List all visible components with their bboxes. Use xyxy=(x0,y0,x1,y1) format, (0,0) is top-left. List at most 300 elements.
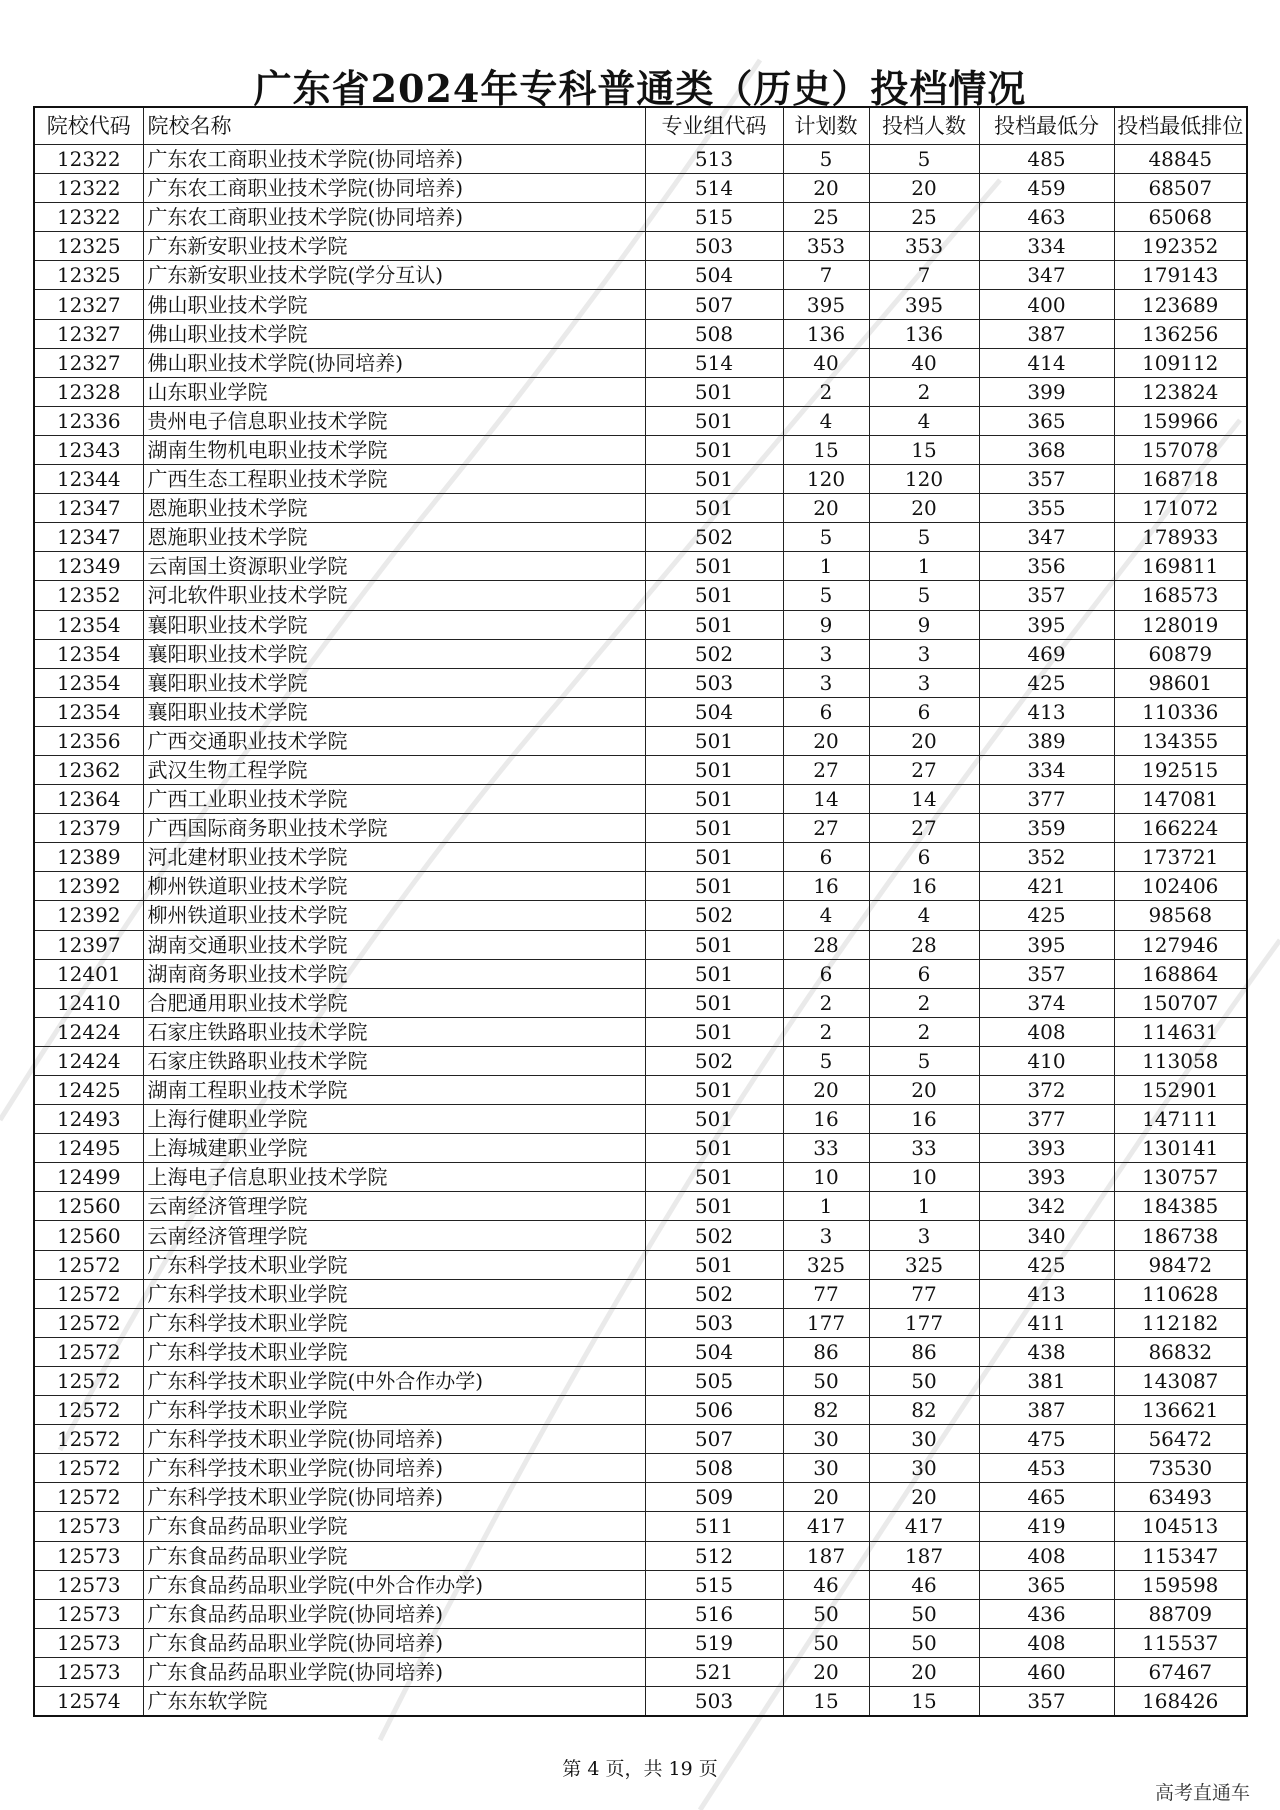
cell-min-rank: 98601 xyxy=(1114,668,1247,697)
cell-school-name: 广东食品药品职业学院(协同培养) xyxy=(143,1599,645,1628)
table-row xyxy=(34,523,1247,552)
table-row xyxy=(34,1221,1247,1250)
cell-admitted-count: 50 xyxy=(869,1366,979,1395)
cell-plan-count: 86 xyxy=(783,1337,869,1366)
cell-plan-count: 4 xyxy=(783,901,869,930)
cell-school-code: 12362 xyxy=(34,755,143,784)
cell-admitted-count: 50 xyxy=(869,1628,979,1657)
table-row xyxy=(34,610,1247,639)
cell-school-code: 12343 xyxy=(34,435,143,464)
cell-min-score: 352 xyxy=(979,843,1114,872)
cell-group-code: 504 xyxy=(645,261,783,290)
cell-group-code: 515 xyxy=(645,203,783,232)
cell-min-rank: 178933 xyxy=(1114,523,1247,552)
header-school-name: 院校名称 xyxy=(143,107,645,145)
cell-min-rank: 60879 xyxy=(1114,639,1247,668)
cell-min-score: 334 xyxy=(979,232,1114,261)
cell-plan-count: 25 xyxy=(783,203,869,232)
table-row xyxy=(34,377,1247,406)
cell-school-code: 12424 xyxy=(34,1046,143,1075)
table-row xyxy=(34,959,1247,988)
cell-school-name: 湖南商务职业技术学院 xyxy=(143,959,645,988)
cell-min-score: 408 xyxy=(979,1628,1114,1657)
cell-plan-count: 20 xyxy=(783,726,869,755)
cell-group-code: 507 xyxy=(645,1425,783,1454)
cell-group-code: 501 xyxy=(645,1134,783,1163)
cell-min-score: 393 xyxy=(979,1134,1114,1163)
cell-admitted-count: 177 xyxy=(869,1308,979,1337)
table-row xyxy=(34,261,1247,290)
cell-min-rank: 143087 xyxy=(1114,1366,1247,1395)
cell-group-code: 501 xyxy=(645,377,783,406)
cell-min-score: 387 xyxy=(979,1396,1114,1425)
cell-min-rank: 179143 xyxy=(1114,261,1247,290)
cell-min-score: 419 xyxy=(979,1512,1114,1541)
cell-min-rank: 68507 xyxy=(1114,174,1247,203)
cell-plan-count: 10 xyxy=(783,1163,869,1192)
cell-plan-count: 27 xyxy=(783,814,869,843)
cell-min-rank: 112182 xyxy=(1114,1308,1247,1337)
cell-plan-count: 187 xyxy=(783,1541,869,1570)
cell-school-name: 广东食品药品职业学院(协同培养) xyxy=(143,1628,645,1657)
cell-school-name: 广东科学技术职业学院(协同培养) xyxy=(143,1483,645,1512)
cell-plan-count: 6 xyxy=(783,697,869,726)
cell-min-score: 334 xyxy=(979,755,1114,784)
cell-group-code: 502 xyxy=(645,523,783,552)
cell-min-rank: 168864 xyxy=(1114,959,1247,988)
table-row xyxy=(34,435,1247,464)
cell-plan-count: 20 xyxy=(783,174,869,203)
cell-school-code: 12573 xyxy=(34,1570,143,1599)
cell-school-code: 12410 xyxy=(34,988,143,1017)
cell-plan-count: 50 xyxy=(783,1599,869,1628)
cell-admitted-count: 1 xyxy=(869,1192,979,1221)
cell-admitted-count: 20 xyxy=(869,1657,979,1686)
cell-group-code: 502 xyxy=(645,1279,783,1308)
cell-min-rank: 115537 xyxy=(1114,1628,1247,1657)
cell-min-rank: 67467 xyxy=(1114,1657,1247,1686)
cell-school-name: 广西国际商务职业技术学院 xyxy=(143,814,645,843)
cell-group-code: 515 xyxy=(645,1570,783,1599)
cell-admitted-count: 14 xyxy=(869,785,979,814)
cell-admitted-count: 30 xyxy=(869,1425,979,1454)
cell-min-score: 453 xyxy=(979,1454,1114,1483)
table-row xyxy=(34,1017,1247,1046)
table-row xyxy=(34,1657,1247,1686)
cell-admitted-count: 187 xyxy=(869,1541,979,1570)
cell-group-code: 501 xyxy=(645,1192,783,1221)
cell-school-code: 12572 xyxy=(34,1425,143,1454)
cell-group-code: 519 xyxy=(645,1628,783,1657)
cell-admitted-count: 5 xyxy=(869,145,979,174)
cell-group-code: 516 xyxy=(645,1599,783,1628)
cell-min-rank: 123689 xyxy=(1114,290,1247,319)
cell-min-rank: 98568 xyxy=(1114,901,1247,930)
table-row xyxy=(34,1454,1247,1483)
cell-min-score: 408 xyxy=(979,1017,1114,1046)
cell-school-name: 广东科学技术职业学院 xyxy=(143,1250,645,1279)
cell-admitted-count: 20 xyxy=(869,494,979,523)
cell-school-name: 佛山职业技术学院 xyxy=(143,319,645,348)
header-admitted-count: 投档人数 xyxy=(869,107,979,145)
cell-min-score: 465 xyxy=(979,1483,1114,1512)
table-row xyxy=(34,785,1247,814)
header-plan-count: 计划数 xyxy=(783,107,869,145)
cell-group-code: 502 xyxy=(645,1221,783,1250)
cell-plan-count: 4 xyxy=(783,406,869,435)
cell-min-score: 411 xyxy=(979,1308,1114,1337)
cell-min-score: 374 xyxy=(979,988,1114,1017)
cell-plan-count: 120 xyxy=(783,465,869,494)
cell-min-rank: 86832 xyxy=(1114,1337,1247,1366)
cell-plan-count: 20 xyxy=(783,1657,869,1686)
cell-min-score: 413 xyxy=(979,697,1114,726)
cell-min-rank: 184385 xyxy=(1114,1192,1247,1221)
cell-min-rank: 168426 xyxy=(1114,1686,1247,1716)
cell-min-rank: 63493 xyxy=(1114,1483,1247,1512)
cell-admitted-count: 16 xyxy=(869,872,979,901)
cell-plan-count: 46 xyxy=(783,1570,869,1599)
cell-min-score: 395 xyxy=(979,610,1114,639)
cell-min-score: 475 xyxy=(979,1425,1114,1454)
cell-group-code: 501 xyxy=(645,406,783,435)
cell-school-code: 12572 xyxy=(34,1250,143,1279)
cell-admitted-count: 28 xyxy=(869,930,979,959)
cell-admitted-count: 20 xyxy=(869,1483,979,1512)
cell-school-name: 广东新安职业技术学院 xyxy=(143,232,645,261)
cell-admitted-count: 5 xyxy=(869,1046,979,1075)
cell-min-score: 377 xyxy=(979,785,1114,814)
cell-min-rank: 104513 xyxy=(1114,1512,1247,1541)
page-title: 广东省2024年专科普通类（历史）投档情况 xyxy=(253,66,1027,111)
cell-min-score: 355 xyxy=(979,494,1114,523)
cell-school-name: 广东科学技术职业学院(协同培养) xyxy=(143,1425,645,1454)
cell-min-rank: 102406 xyxy=(1114,872,1247,901)
cell-min-rank: 130757 xyxy=(1114,1163,1247,1192)
cell-admitted-count: 86 xyxy=(869,1337,979,1366)
cell-school-code: 12327 xyxy=(34,348,143,377)
cell-admitted-count: 20 xyxy=(869,1076,979,1105)
cell-school-code: 12572 xyxy=(34,1308,143,1337)
cell-school-name: 襄阳职业技术学院 xyxy=(143,610,645,639)
cell-min-rank: 98472 xyxy=(1114,1250,1247,1279)
cell-school-name: 佛山职业技术学院 xyxy=(143,290,645,319)
cell-min-score: 381 xyxy=(979,1366,1114,1395)
cell-admitted-count: 2 xyxy=(869,988,979,1017)
cell-plan-count: 3 xyxy=(783,639,869,668)
cell-school-name: 襄阳职业技术学院 xyxy=(143,697,645,726)
cell-min-score: 357 xyxy=(979,581,1114,610)
header-min-rank: 投档最低排位 xyxy=(1114,107,1247,145)
cell-school-code: 12560 xyxy=(34,1221,143,1250)
cell-min-score: 365 xyxy=(979,1570,1114,1599)
cell-admitted-count: 120 xyxy=(869,465,979,494)
table-row xyxy=(34,639,1247,668)
cell-min-rank: 115347 xyxy=(1114,1541,1247,1570)
cell-plan-count: 2 xyxy=(783,377,869,406)
cell-min-rank: 73530 xyxy=(1114,1454,1247,1483)
cell-min-rank: 166224 xyxy=(1114,814,1247,843)
cell-school-code: 12347 xyxy=(34,523,143,552)
table-row xyxy=(34,1396,1247,1425)
cell-school-name: 云南经济管理学院 xyxy=(143,1221,645,1250)
cell-school-name: 广西交通职业技术学院 xyxy=(143,726,645,755)
cell-min-score: 460 xyxy=(979,1657,1114,1686)
cell-school-code: 12573 xyxy=(34,1512,143,1541)
cell-school-code: 12354 xyxy=(34,697,143,726)
cell-admitted-count: 20 xyxy=(869,726,979,755)
cell-min-rank: 192352 xyxy=(1114,232,1247,261)
cell-plan-count: 3 xyxy=(783,1221,869,1250)
cell-plan-count: 16 xyxy=(783,872,869,901)
cell-min-score: 408 xyxy=(979,1541,1114,1570)
cell-plan-count: 6 xyxy=(783,843,869,872)
cell-group-code: 501 xyxy=(645,1076,783,1105)
cell-school-code: 12352 xyxy=(34,581,143,610)
cell-school-code: 12495 xyxy=(34,1134,143,1163)
cell-school-code: 12327 xyxy=(34,290,143,319)
cell-school-name: 河北建材职业技术学院 xyxy=(143,843,645,872)
cell-admitted-count: 27 xyxy=(869,814,979,843)
cell-admitted-count: 7 xyxy=(869,261,979,290)
table-row xyxy=(34,930,1247,959)
table-row xyxy=(34,872,1247,901)
table-row xyxy=(34,1483,1247,1512)
cell-admitted-count: 3 xyxy=(869,1221,979,1250)
cell-group-code: 502 xyxy=(645,901,783,930)
cell-plan-count: 353 xyxy=(783,232,869,261)
cell-plan-count: 16 xyxy=(783,1105,869,1134)
cell-school-name: 襄阳职业技术学院 xyxy=(143,639,645,668)
table-row xyxy=(34,203,1247,232)
cell-plan-count: 2 xyxy=(783,988,869,1017)
cell-school-code: 12572 xyxy=(34,1454,143,1483)
cell-group-code: 504 xyxy=(645,697,783,726)
cell-min-score: 414 xyxy=(979,348,1114,377)
cell-min-score: 413 xyxy=(979,1279,1114,1308)
cell-min-score: 463 xyxy=(979,203,1114,232)
cell-min-rank: 150707 xyxy=(1114,988,1247,1017)
table-row xyxy=(34,319,1247,348)
table-row xyxy=(34,1425,1247,1454)
cell-school-name: 广西工业职业技术学院 xyxy=(143,785,645,814)
cell-group-code: 503 xyxy=(645,1686,783,1716)
table-row xyxy=(34,843,1247,872)
cell-admitted-count: 3 xyxy=(869,639,979,668)
cell-min-rank: 186738 xyxy=(1114,1221,1247,1250)
cell-min-rank: 171072 xyxy=(1114,494,1247,523)
cell-admitted-count: 15 xyxy=(869,1686,979,1716)
cell-school-code: 12349 xyxy=(34,552,143,581)
cell-school-code: 12572 xyxy=(34,1366,143,1395)
table-row xyxy=(34,1570,1247,1599)
cell-group-code: 512 xyxy=(645,1541,783,1570)
cell-min-score: 436 xyxy=(979,1599,1114,1628)
cell-plan-count: 5 xyxy=(783,145,869,174)
cell-min-rank: 127946 xyxy=(1114,930,1247,959)
table-row xyxy=(34,1250,1247,1279)
cell-school-code: 12356 xyxy=(34,726,143,755)
cell-plan-count: 40 xyxy=(783,348,869,377)
table-body xyxy=(34,145,1247,1717)
cell-school-code: 12325 xyxy=(34,232,143,261)
cell-plan-count: 20 xyxy=(783,494,869,523)
cell-school-name: 广东科学技术职业学院 xyxy=(143,1396,645,1425)
cell-group-code: 501 xyxy=(645,581,783,610)
cell-school-name: 襄阳职业技术学院 xyxy=(143,668,645,697)
table-row xyxy=(34,988,1247,1017)
cell-school-code: 12328 xyxy=(34,377,143,406)
cell-school-code: 12325 xyxy=(34,261,143,290)
cell-school-name: 广东科学技术职业学院 xyxy=(143,1279,645,1308)
cell-plan-count: 27 xyxy=(783,755,869,784)
cell-school-code: 12560 xyxy=(34,1192,143,1221)
table-row xyxy=(34,1279,1247,1308)
cell-min-rank: 136621 xyxy=(1114,1396,1247,1425)
table-row xyxy=(34,814,1247,843)
cell-school-code: 12379 xyxy=(34,814,143,843)
cell-school-code: 12424 xyxy=(34,1017,143,1046)
cell-school-name: 湖南工程职业技术学院 xyxy=(143,1076,645,1105)
cell-school-code: 12364 xyxy=(34,785,143,814)
cell-min-rank: 123824 xyxy=(1114,377,1247,406)
table-row xyxy=(34,1163,1247,1192)
cell-school-code: 12574 xyxy=(34,1686,143,1716)
table-row xyxy=(34,697,1247,726)
cell-min-score: 377 xyxy=(979,1105,1114,1134)
cell-min-score: 372 xyxy=(979,1076,1114,1105)
table-row xyxy=(34,901,1247,930)
cell-min-rank: 147081 xyxy=(1114,785,1247,814)
table-row xyxy=(34,1308,1247,1337)
cell-plan-count: 20 xyxy=(783,1483,869,1512)
cell-group-code: 507 xyxy=(645,290,783,319)
table-row xyxy=(34,1076,1247,1105)
cell-min-score: 359 xyxy=(979,814,1114,843)
table-row xyxy=(34,1599,1247,1628)
cell-group-code: 501 xyxy=(645,1163,783,1192)
cell-school-name: 石家庄铁路职业技术学院 xyxy=(143,1017,645,1046)
cell-min-rank: 56472 xyxy=(1114,1425,1247,1454)
cell-school-code: 12354 xyxy=(34,639,143,668)
cell-group-code: 501 xyxy=(645,843,783,872)
cell-school-code: 12572 xyxy=(34,1483,143,1512)
cell-school-code: 12322 xyxy=(34,174,143,203)
table-row xyxy=(34,1192,1247,1221)
cell-admitted-count: 16 xyxy=(869,1105,979,1134)
cell-school-code: 12344 xyxy=(34,465,143,494)
cell-school-name: 广东农工商职业技术学院(协同培养) xyxy=(143,203,645,232)
cell-admitted-count: 395 xyxy=(869,290,979,319)
table-row xyxy=(34,1541,1247,1570)
cell-plan-count: 2 xyxy=(783,1017,869,1046)
cell-admitted-count: 27 xyxy=(869,755,979,784)
cell-admitted-count: 30 xyxy=(869,1454,979,1483)
cell-school-code: 12327 xyxy=(34,319,143,348)
cell-plan-count: 50 xyxy=(783,1628,869,1657)
cell-plan-count: 15 xyxy=(783,1686,869,1716)
cell-group-code: 501 xyxy=(645,1250,783,1279)
cell-admitted-count: 4 xyxy=(869,901,979,930)
cell-group-code: 521 xyxy=(645,1657,783,1686)
cell-admitted-count: 6 xyxy=(869,843,979,872)
cell-school-code: 12389 xyxy=(34,843,143,872)
cell-plan-count: 6 xyxy=(783,959,869,988)
cell-group-code: 501 xyxy=(645,1105,783,1134)
table-row xyxy=(34,494,1247,523)
cell-min-rank: 169811 xyxy=(1114,552,1247,581)
cell-plan-count: 177 xyxy=(783,1308,869,1337)
cell-group-code: 501 xyxy=(645,726,783,755)
cell-plan-count: 30 xyxy=(783,1425,869,1454)
cell-group-code: 501 xyxy=(645,988,783,1017)
cell-group-code: 514 xyxy=(645,174,783,203)
cell-min-score: 389 xyxy=(979,726,1114,755)
cell-school-code: 12572 xyxy=(34,1337,143,1366)
cell-min-score: 347 xyxy=(979,261,1114,290)
cell-min-score: 357 xyxy=(979,1686,1114,1716)
cell-school-name: 广东食品药品职业学院 xyxy=(143,1541,645,1570)
table-row xyxy=(34,1628,1247,1657)
table-row xyxy=(34,668,1247,697)
cell-group-code: 504 xyxy=(645,1337,783,1366)
cell-plan-count: 77 xyxy=(783,1279,869,1308)
cell-group-code: 502 xyxy=(645,1046,783,1075)
cell-admitted-count: 15 xyxy=(869,435,979,464)
table-row xyxy=(34,232,1247,261)
header-group-code: 专业组代码 xyxy=(645,107,783,145)
cell-plan-count: 20 xyxy=(783,1076,869,1105)
cell-school-name: 云南国土资源职业学院 xyxy=(143,552,645,581)
cell-school-code: 12397 xyxy=(34,930,143,959)
cell-school-name: 上海电子信息职业技术学院 xyxy=(143,1163,645,1192)
cell-school-code: 12354 xyxy=(34,668,143,697)
cell-min-rank: 65068 xyxy=(1114,203,1247,232)
cell-school-name: 武汉生物工程学院 xyxy=(143,755,645,784)
table-row xyxy=(34,581,1247,610)
cell-group-code: 501 xyxy=(645,1017,783,1046)
cell-admitted-count: 136 xyxy=(869,319,979,348)
cell-admitted-count: 9 xyxy=(869,610,979,639)
cell-school-code: 12499 xyxy=(34,1163,143,1192)
cell-admitted-count: 5 xyxy=(869,581,979,610)
cell-plan-count: 395 xyxy=(783,290,869,319)
cell-min-rank: 168573 xyxy=(1114,581,1247,610)
cell-school-name: 广东新安职业技术学院(学分互认) xyxy=(143,261,645,290)
cell-min-score: 410 xyxy=(979,1046,1114,1075)
table-row xyxy=(34,1046,1247,1075)
cell-admitted-count: 46 xyxy=(869,1570,979,1599)
cell-group-code: 501 xyxy=(645,930,783,959)
cell-plan-count: 1 xyxy=(783,1192,869,1221)
cell-school-code: 12573 xyxy=(34,1628,143,1657)
cell-min-rank: 113058 xyxy=(1114,1046,1247,1075)
cell-admitted-count: 417 xyxy=(869,1512,979,1541)
cell-school-name: 河北软件职业技术学院 xyxy=(143,581,645,610)
cell-plan-count: 136 xyxy=(783,319,869,348)
cell-group-code: 508 xyxy=(645,1454,783,1483)
cell-admitted-count: 10 xyxy=(869,1163,979,1192)
page-number: 第 4 页，共 19 页 xyxy=(562,1758,718,1780)
cell-min-score: 357 xyxy=(979,959,1114,988)
cell-min-rank: 109112 xyxy=(1114,348,1247,377)
cell-group-code: 514 xyxy=(645,348,783,377)
cell-plan-count: 33 xyxy=(783,1134,869,1163)
table-row xyxy=(34,755,1247,784)
cell-school-name: 恩施职业技术学院 xyxy=(143,494,645,523)
table-row xyxy=(34,406,1247,435)
cell-admitted-count: 25 xyxy=(869,203,979,232)
